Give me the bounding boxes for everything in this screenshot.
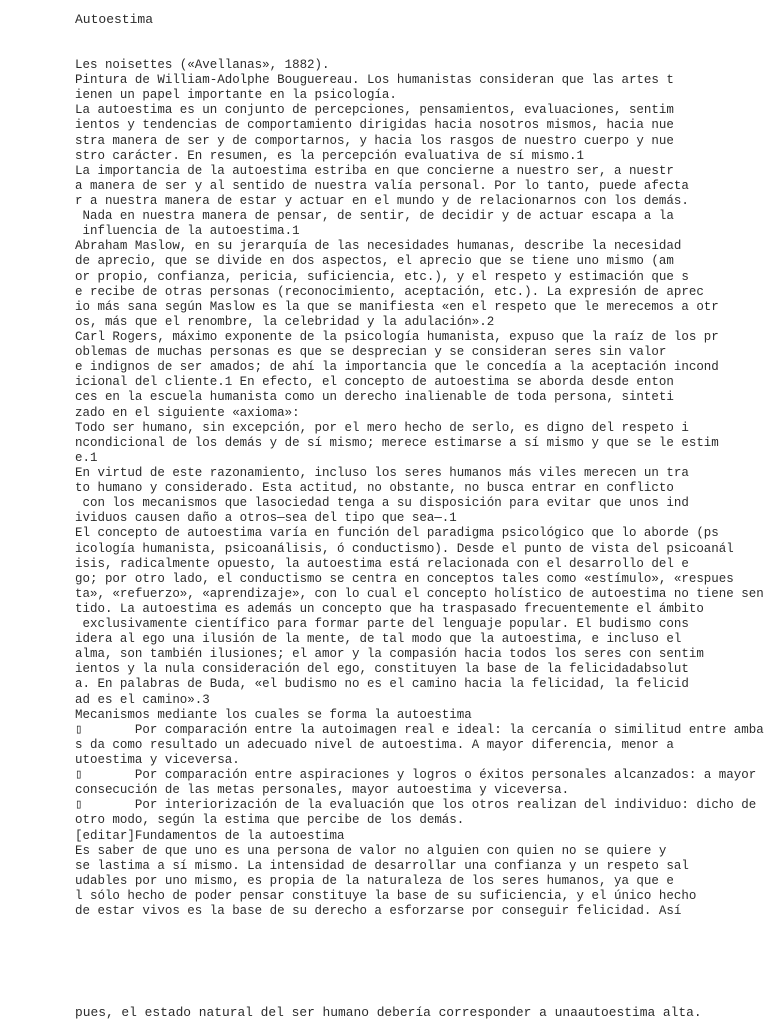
text-line: de estar vivos es la base de su derecho a esforzarse por conseguir felicidad. Así: [75, 903, 682, 919]
text-line: oblemas de muchas personas es que se desprecian y se consideran seres sin valor: [75, 344, 667, 360]
text-line: s da como resultado un adecuado nivel de autoestima. A mayor diferencia, menor a: [75, 736, 674, 752]
text-line: zado en el siguiente «axioma»:: [75, 404, 300, 420]
text-line: l sólo hecho de poder pensar constituye la base de su suficiencia, y el único hecho: [75, 888, 697, 904]
bullet-line: ▯ Por interiorización de la evaluación que los otros realizan del individuo: dicho de: [75, 797, 757, 813]
text-line: stra manera de ser y de comportarnos, y hacia los rasgos de nuestro cuerpo y nue: [75, 132, 674, 148]
text-line: or propio, confianza, pericia, suficiencia, etc.), y el respeto y estimación que s: [75, 268, 689, 284]
bullet-line: ▯ Por comparación entre la autoimagen real e ideal: la cercanía o similitud entre amba: [75, 721, 764, 737]
section-heading: [editar]Fundamentos de la autoestima: [75, 827, 345, 843]
text-line: isis, radicalmente opuesto, la autoestima está relacionada con el desarrollo del e: [75, 555, 689, 571]
text-line: e.1: [75, 449, 98, 465]
text-line: e indignos de ser amados; de ahí la importancia que le concedía a la aceptación incond: [75, 359, 719, 375]
text-line: con los mecanismos que lasociedad tenga a su disposición para evitar que unos ind: [75, 495, 689, 511]
text-line: idera al ego una ilusión de la mente, de tal modo que la autoestima, e incluso el: [75, 631, 682, 647]
bullet-line: ▯ Por comparación entre aspiraciones y logros o éxitos personales alcanzados: a mayor: [75, 767, 757, 783]
text-line: icología humanista, psicoanálisis, ó conductismo). Desde el punto de vista del psicoanál: [75, 540, 734, 556]
text-line: Todo ser humano, sin excepción, por el mero hecho de serlo, es digno del respeto i: [75, 419, 689, 435]
text-line: go; por otro lado, el conductismo se centra en conceptos tales como «estímulo», «respues: [75, 570, 734, 586]
text-line: a manera de ser y al sentido de nuestra valía personal. Por lo tanto, puede afecta: [75, 177, 689, 193]
text-line: alma, son también ilusiones; el amor y la compasión hacia todos los seres con sentim: [75, 646, 704, 662]
text-line: os, más que el renombre, la celebridad y la adulación».2: [75, 313, 495, 329]
text-line: utoestima y viceversa.: [75, 752, 240, 768]
text-line: La importancia de la autoestima estriba en que concierne a nuestro ser, a nuestr: [75, 162, 674, 178]
text-line: ad es el camino».3: [75, 691, 210, 707]
text-line: ientos y la nula consideración del ego, constituyen la base de la felicidadabsolut: [75, 661, 689, 677]
document-body: [75, 57, 768, 918]
text-line: consecución de las metas personales, mayor autoestima y viceversa.: [75, 782, 570, 798]
text-line: tido. La autoestima es además un concepto que ha traspasado frecuentemente el ámbito: [75, 600, 704, 616]
text-line: Les noisettes («Avellanas», 1882).: [75, 57, 330, 72]
text-line: Nada en nuestra manera de pensar, de sentir, de decidir y de actuar escapa a la: [75, 208, 674, 224]
text-line: otro modo, según la estima que percibe de los demás.: [75, 812, 465, 828]
text-line: El concepto de autoestima varía en función del paradigma psicológico que lo aborde (ps: [75, 525, 719, 541]
text-line: a. En palabras de Buda, «el budismo no es el camino hacia la felicidad, la felicid: [75, 676, 689, 692]
text-line: ces en la escuela humanista como un derecho inalienable de toda persona, sinteti: [75, 389, 674, 405]
text-line: En virtud de este razonamiento, incluso los seres humanos más viles merecen un tra: [75, 464, 689, 480]
text-line: exclusivamente científico para formar parte del lenguaje popular. El budismo cons: [75, 616, 689, 632]
text-line: ientos y tendencias de comportamiento dirigidas hacia nosotros mismos, hacia nue: [75, 117, 674, 133]
text-line: ienen un papel importante en la psicología.: [75, 87, 397, 103]
text-line: stro carácter. En resumen, es la percepción evaluativa de sí mismo.1: [75, 147, 585, 163]
text-line: influencia de la autoestima.1: [75, 223, 300, 239]
section-heading: Mecanismos mediante los cuales se forma la autoestima: [75, 706, 472, 722]
text-line: icional del cliente.1 En efecto, el concepto de autoestima se aborda desde enton: [75, 374, 674, 390]
text-line: e recibe de otras personas (reconocimiento, aceptación, etc.). La expresión de aprec: [75, 283, 704, 299]
text-line: to humano y considerado. Esta actitud, no obstante, no busca entrar en conflicto: [75, 480, 674, 496]
document-title: Autoestima: [75, 12, 154, 27]
text-line: Pintura de William-Adolphe Bouguereau. Los humanistas consideran que las artes t: [75, 72, 674, 88]
text-line: La autoestima es un conjunto de percepciones, pensamientos, evaluaciones, sentim: [75, 102, 674, 118]
text-line: Abraham Maslow, en su jerarquía de las necesidades humanas, describe la necesidad: [75, 238, 682, 254]
text-line: de aprecio, que se divide en dos aspectos, el aprecio que se tiene uno mismo (am: [75, 253, 674, 269]
text-line: Es saber de que uno es una persona de valor no alguien con quien no se quiere y: [75, 842, 667, 858]
text-line: ncondicional de los demás y de sí mismo; merece estimarse a sí mismo y que se le estim: [75, 434, 719, 450]
text-line: r a nuestra manera de estar y actuar en el mundo y de relacionarnos con los demás.: [75, 192, 689, 208]
text-line: udables por uno mismo, es propia de la naturaleza de los seres humanos, ya que e: [75, 872, 674, 888]
text-line: ta», «refuerzo», «aprendizaje», con lo cual el concepto holístico de autoestima no tiene sen: [75, 585, 764, 601]
text-line: se lastima a sí mismo. La intensidad de desarrollar una confianza y un respeto sal: [75, 857, 689, 873]
text-line: io más sana según Maslow es la que se manifiesta «en el respeto que le merecemos a otr: [75, 298, 719, 314]
text-line: ividuos causen daño a otros—sea del tipo que sea—.1: [75, 510, 457, 526]
text-line: Carl Rogers, máximo exponente de la psicología humanista, expuso que la raíz de los pr: [75, 328, 719, 344]
closing-line: pues, el estado natural del ser humano debería corresponder a unaautoestima alta.: [75, 1005, 702, 1020]
